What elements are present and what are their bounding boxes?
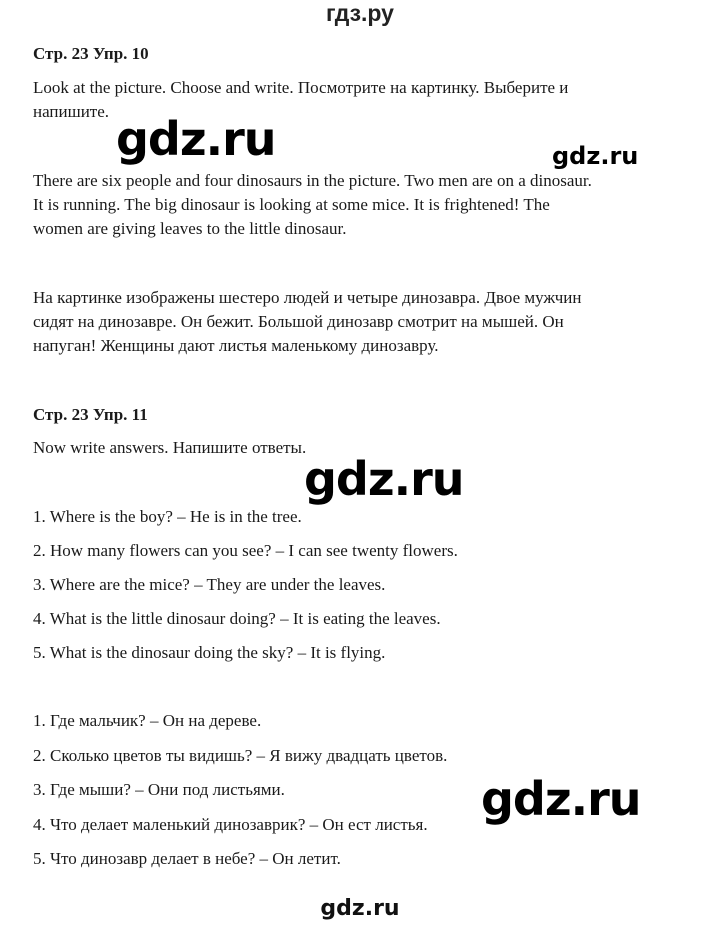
answer-en: 5. What is the dinosaur doing the sky? – It is flying. bbox=[33, 643, 386, 662]
answer-en: 3. Where are the mice? – They are under the leaves. bbox=[33, 575, 386, 594]
exercise-11-heading: Стр. 23 Упр. 11 bbox=[33, 405, 148, 424]
site-header: гдз.ру bbox=[326, 0, 394, 26]
answer-en: 2. How many flowers can you see? – I can see twenty flowers. bbox=[33, 541, 458, 560]
answer-ru: 1. Где мальчик? – Он на дереве. bbox=[33, 711, 262, 730]
exercise-10-heading: Стр. 23 Упр. 10 bbox=[33, 44, 149, 63]
answer-ru: 3. Где мыши? – Они под листьями. bbox=[33, 780, 285, 799]
answer-ru: 2. Сколько цветов ты видишь? – Я вижу двадцать цветов. bbox=[33, 746, 448, 765]
watermark: gdz.ru bbox=[552, 142, 639, 170]
exercise-10-instruction-line-1: Look at the picture. Choose and write. Посмотрите на картинку. Выберите и bbox=[33, 78, 569, 97]
watermark: gdz.ru bbox=[481, 772, 641, 826]
exercise-10-russian-line: На картинке изображены шестеро людей и четыре динозавра. Двое мужчин bbox=[33, 288, 582, 307]
exercise-11-instruction: Now write answers. Напишите ответы. bbox=[33, 438, 307, 457]
site-footer: gdz.ru bbox=[320, 896, 400, 921]
answer-ru: 4. Что делает маленький динозаврик? – Он ест листья. bbox=[33, 815, 428, 834]
watermark: gdz.ru bbox=[116, 112, 276, 166]
exercise-10-instruction-line-2: напишите. bbox=[33, 102, 110, 121]
answer-ru: 5. Что динозавр делает в небе? – Он летит. bbox=[33, 849, 341, 868]
exercise-10-russian-line: напуган! Женщины дают листья маленькому динозавру. bbox=[33, 336, 439, 355]
exercise-10-english-line: There are six people and four dinosaurs in the picture. Two men are on a dinosaur. bbox=[33, 171, 592, 190]
answer-en: 4. What is the little dinosaur doing? – It is eating the leaves. bbox=[33, 609, 441, 628]
answer-en: 1. Where is the boy? – He is in the tree. bbox=[33, 507, 302, 526]
exercise-10-russian-line: сидят на динозавре. Он бежит. Большой динозавр смотрит на мышей. Он bbox=[33, 312, 564, 331]
exercise-10-english-line: women are giving leaves to the little dinosaur. bbox=[33, 219, 347, 238]
exercise-10-english-line: It is running. The big dinosaur is looking at some mice. It is frightened! The bbox=[33, 195, 550, 214]
watermark: gdz.ru bbox=[304, 452, 464, 506]
